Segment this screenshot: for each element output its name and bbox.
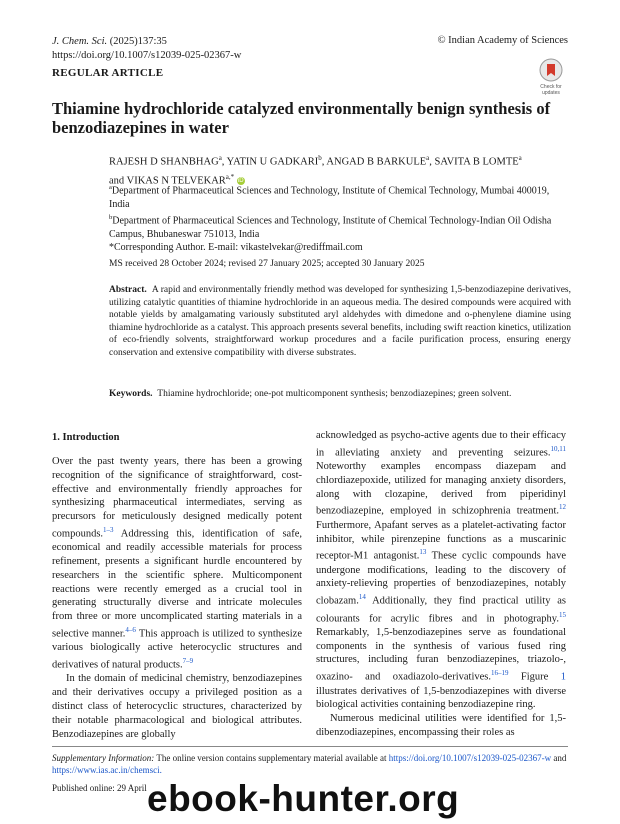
- right-column: [316, 429, 566, 740]
- citation-link[interactable]: 15: [559, 610, 566, 619]
- figure-link[interactable]: 1: [560, 671, 566, 683]
- author-affiliation-mark: a: [426, 154, 430, 162]
- paragraph-text: illustrates derivatives of 1,5-benzodiazepines with diverse biological activities containing benzodiazepine ring.: [316, 685, 566, 711]
- affiliation-b: Department of Pharmaceutical Sciences and Technology, Institute of Chemical Technology-Indian Oil Odisha Campus, Bhubaneswar 751013, India: [109, 215, 552, 240]
- section-heading: 1. Introduction: [52, 432, 120, 443]
- citation-link[interactable]: 1–3: [103, 525, 114, 534]
- affiliation-a: Department of Pharmaceutical Sciences and Technology, Institute of Chemical Technology, Mumbai 400019, India: [109, 185, 550, 210]
- journal-header: [52, 35, 241, 63]
- supplementary-text: and: [551, 753, 567, 763]
- author-name: SAVITA B LOMTE: [434, 156, 519, 168]
- paragraph: Numerous medicinal utilities were identified for 1,5-dibenzodiazepines, encompassing their roles as: [316, 713, 566, 738]
- keywords-label: Keywords.: [109, 389, 153, 399]
- author-name: VIKAS N TELVEKAR: [126, 175, 226, 186]
- badge-label: Check for updates: [540, 84, 562, 96]
- keywords-text: Thiamine hydrochloride; one-pot multicomponent synthesis; benzodiazepines; green solvent.: [157, 389, 512, 399]
- author-affiliation-mark: a: [218, 154, 222, 162]
- paragraph: [316, 429, 566, 712]
- paragraph-text: acknowledged as psycho-active agents due to their efficacy in alleviating anxiety and preventing seizures.: [316, 430, 566, 459]
- author-affiliation-mark: a,*: [225, 172, 235, 181]
- abstract-label: Abstract.: [109, 285, 147, 295]
- supplementary-label: Supplementary Information:: [52, 753, 155, 763]
- citation-link[interactable]: 10,11: [550, 444, 566, 453]
- manuscript-dates: MS received 28 October 2024; revised 27 January 2025; accepted 30 January 2025: [109, 259, 425, 269]
- check-for-updates-badge[interactable]: [536, 58, 566, 96]
- paragraph-text: Noteworthy examples encompass diazepam and chlordiazepoxide, utilized for managing anxiety disorders, along with clozapine, derived from piperidinyl benzodiazepine, employed in schizophrenia treatment.: [316, 461, 566, 517]
- paragraph-text: Figure: [508, 671, 561, 683]
- paragraph-text: Additionally, they find practical utility as colourants for acrylic fibres and in photography.: [316, 595, 566, 625]
- paragraph-text: This approach is utilized to synthesize various biologically active heterocyclic structures and derivatives of natural products.: [52, 628, 302, 671]
- author-affiliation-mark: b: [318, 154, 322, 162]
- journal-volume: (2025)137:35: [107, 36, 167, 47]
- doi-link[interactable]: https://doi.org/10.1007/s12039-025-02367-w: [52, 50, 242, 61]
- orcid-icon[interactable]: iD: [237, 178, 244, 184]
- published-date: Published online: 29 April: [52, 783, 147, 793]
- author-list: RAJESH D SHANBHAG$^a$, YATIN U GADKARI$^b$, ANGAD B BARKULE$^a$, SAVITA B LOMTE$^a$ and VIKAS N $TELVEKAR^{a,*}$ iD: [109, 154, 522, 186]
- paragraph-text: Furthermore, Apafant serves as a platelet-activating factor inhibitor, while pirenzepine functions as a muscarinic receptor-M1 antagonist.: [316, 519, 566, 562]
- journal-link[interactable]: https://www.ias.ac.in/chemsci.: [52, 765, 162, 775]
- citation-link[interactable]: 14: [358, 593, 366, 602]
- citation-link[interactable]: 16–19: [490, 669, 509, 678]
- keywords: [109, 388, 571, 401]
- bookmark-icon: [538, 58, 564, 82]
- corresponding-author: *Corresponding Author. E-mail: vikastelvekar@rediffmail.com: [109, 242, 363, 254]
- citation-link[interactable]: 4–6: [125, 626, 136, 635]
- paragraph-text: Addressing this, identification of safe, economical and readily accessible materials for process refinement, presents a significant hurdle encountered by researchers in the scientific sphere. Multicomponent reactions were recently emerged as a crucial tool in generating structurally diverse and intricate molecules from three or more uncomplicated starting materials in a selective manner.: [52, 528, 302, 640]
- left-column: [52, 455, 302, 741]
- author-name: YATIN U GADKARI: [226, 156, 319, 168]
- paragraph-text: These cyclic compounds have undergone modifications, leading to the discovery of anxiety-relieving properties of benzodiazepines, notably clobazam.: [316, 550, 566, 607]
- abstract-text: A rapid and environmentally friendly method was developed for synthesizing 1,5-benzodiazepine derivatives, utilizing catalytic quantities of thiamine hydrochloride in an aqueous media. The desired compounds were acquired with notable yields by amalgamating variously substituted aryl aldehydes with dimedone and o-phenylene diamine using thiamine hydrochloride as a catalyst. This approach presents several benefits, including swift reaction kinetics, utilization of eco-friendly solvents, straightforward workup procedures and a facile purification process, ensuring energy conservation and extensive compatibility with diverse substrates.: [109, 285, 571, 358]
- affiliation-mark: b: [109, 214, 113, 222]
- paragraph-text: Remarkably, 1,5-benzodiazepines serve as foundational components in the synthesis of various fused ring structures, including furan benzodiazepines, triazolo-, oxazino- and oxadiazolo-derivatives.: [316, 626, 566, 683]
- citation-link[interactable]: 12: [559, 503, 566, 512]
- author-name: ANGAD B BARKULE: [326, 156, 427, 168]
- citation-link[interactable]: 7–9: [182, 657, 194, 666]
- publisher-label: © Indian Academy of Sciences: [437, 35, 568, 46]
- journal-name: J. Chem. Sci.: [52, 36, 108, 47]
- article-type: REGULAR ARTICLE: [52, 67, 164, 79]
- supplementary-text: The online version contains supplementary material available at: [154, 753, 389, 763]
- supplementary-link[interactable]: https://doi.org/10.1007/s12039-025-02367-w: [388, 753, 552, 763]
- watermark: ebook-hunter.org: [147, 778, 460, 819]
- footer-divider: [52, 746, 568, 747]
- abstract: [109, 284, 571, 360]
- paragraph: [52, 455, 302, 672]
- paragraph: In the domain of medicinal chemistry, benzodiazepines and their derivatives occupy a privileged position as a distinct class of heterocyclic structures, characterized by their notable pharmacological and biological attributes. Benzodiazepines are globally: [52, 673, 302, 740]
- author-name: RAJESH D SHANBHAG: [109, 156, 219, 168]
- affiliation-mark: a: [109, 184, 112, 191]
- citation-link[interactable]: 13: [419, 548, 427, 557]
- author-affiliation-mark: a: [518, 154, 522, 162]
- paragraph-text: Over the past twenty years, there has been a growing recognition of the significance of straightforward, cost-effective and environmentally friendly approaches for synthesizing pharmaceutical intermediates, serving as precursors for meticulously designed medically potent compounds.: [52, 456, 302, 540]
- supplementary-info: [52, 752, 568, 776]
- affiliations: [109, 181, 571, 255]
- article-title: Thiamine hydrochloride catalyzed environmentally benign synthesis of benzodiazepines in water: [52, 99, 551, 137]
